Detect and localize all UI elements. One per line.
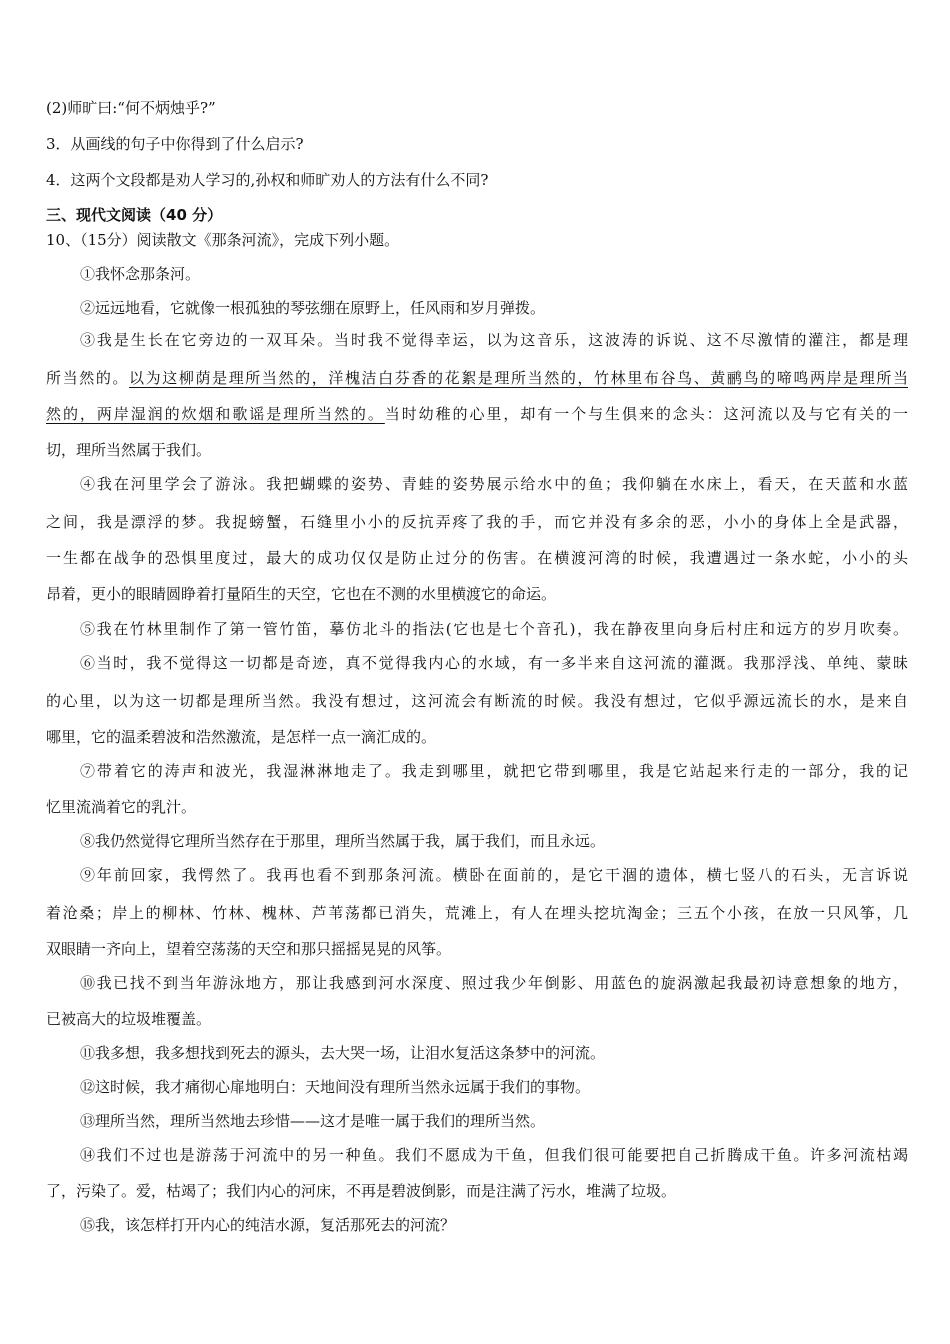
paragraph-3-line-2: [46, 368, 908, 388]
paragraph-9-line-1: ⑨年前回家，我愕然了。我再也看不到那条河流。横卧在面前的，是它干涸的遗体，横七竖八的石头，无言诉说: [80, 866, 908, 884]
paragraph-6-line-1: ⑥当时，我不觉得这一切都是奇迹，真不觉得我内心的水域，有一多半来自这河流的灌溉。我那浮浅、单纯、蒙昧: [80, 654, 908, 672]
paragraph-3-line-3-plain: 当时幼稚的心里，却有一个与生俱来的念头：这河流以及与它有关的一: [384, 405, 908, 423]
paragraph-13: ⑬理所当然，理所当然地去珍惜——这才是唯一属于我们的理所当然。: [80, 1112, 546, 1130]
paragraph-10-line-1: ⑩我已找不到当年游泳地方，那让我感到河水深度、照过我少年倒影、用蓝色的旋涡激起我最初诗意想象的地方，: [80, 974, 908, 992]
paragraph-7-line-1: ⑦带着它的涛声和波光，我湿淋淋地走了。我走到哪里，就把它带到哪里，我是它站起来行走的一部分，我的记: [80, 762, 908, 780]
q4-text: 4．这两个文段都是劝人学习的,孙权和师旷劝人的方法有什么不同?: [46, 171, 489, 189]
paragraph-10-line-2: 已被高大的垃圾堆覆盖。: [46, 1010, 212, 1028]
paragraph-9-line-2: 着沧桑；岸上的柳林、竹林、槐林、芦苇荡都已消失，荒滩上，有人在埋头挖坑淘金；三五个小孩，在放一只风筝，几: [46, 904, 908, 922]
paragraph-6-line-3: 哪里，它的温柔碧波和浩然激流，是怎样一点一滴汇成的。: [46, 728, 437, 746]
paragraph-9-line-3: 双眼睛一齐向上，望着空荡荡的天空和那只摇摇晃晃的风筝。: [46, 940, 452, 958]
underlined-sentence-part-1: 以为这柳荫是理所当然的，洋槐洁白芬香的花絮是理所当然的，竹林里布谷鸟、黄鹂鸟的啼鸣两岸是理所当: [129, 369, 908, 387]
paragraph-12: ⑫这时候，我才痛彻心扉地明白：天地间没有理所当然永远属于我们的事物。: [80, 1078, 591, 1096]
paragraph-3-line-3: [46, 404, 908, 424]
paragraph-14-line-2: 了，污染了。爱，枯竭了；我们内心的河床，不再是碧波倒影，而是注满了污水，堆满了垃圾。: [46, 1182, 677, 1200]
paragraph-3-line-1: ③我是生长在它旁边的一双耳朵。当时我不觉得幸运，以为这音乐，这波涛的诉说、这不尽激情的灌注，都是理: [80, 331, 908, 349]
paragraph-4-line-3: 一生都在战争的恐惧里度过，最大的成功仅仅是防止过分的伤害。在横渡河湾的时候，我遭遇过一条水蛇，小小的头: [46, 549, 908, 567]
paragraph-3-line-2-plain: 所当然的。: [46, 369, 130, 387]
paragraph-8: ⑧我仍然觉得它理所当然存在于那里，理所当然属于我，属于我们，而且永远。: [80, 832, 606, 850]
q2-text: (2)师旷曰:“何不炳烛乎?”: [46, 99, 216, 117]
paragraph-4-line-1: ④我在河里学会了游泳。我把蝴蝶的姿势、青蛙的姿势展示给水中的鱼；我仰躺在水床上，看天，在天蓝和水蓝: [80, 475, 908, 493]
paragraph-11: ⑪我多想，我多想找到死去的源头，去大哭一场，让泪水复活这条梦中的河流。: [80, 1044, 606, 1062]
paragraph-4-line-4: 昂着，更小的眼睛圆睁着打量陌生的天空，它也在不测的水里横渡它的命运。: [46, 585, 557, 603]
question-prompt: 10、（15分）阅读散文《那条河流》，完成下列小题。: [46, 231, 400, 249]
paragraph-6-line-2: 的心里，以为这一切都是理所当然。我没有想过，这河流会有断流的时候。我没有想过，它似乎源远流长的水，是来自: [46, 692, 908, 710]
section-heading: 三、现代文阅读（40 分）: [46, 206, 223, 224]
paragraph-1: ①我怀念那条河。: [80, 265, 201, 283]
paragraph-4-line-2: 之间，我是漂浮的梦。我捉螃蟹，石缝里小小的反抗弄疼了我的手，而它并没有多余的恶，小小的身体上全是武器，: [46, 513, 908, 531]
paragraph-5: ⑤我在竹林里制作了第一管竹笛，摹仿北斗的指法(它也是七个音孔)，我在静夜里向身后村庄和远方的岁月吹奏。: [80, 620, 908, 638]
paragraph-2: ②远远地看，它就像一根孤独的琴弦绷在原野上，任风雨和岁月弹拨。: [80, 299, 546, 317]
paragraph-3-line-4: 切，理所当然属于我们。: [46, 441, 212, 459]
q3-text: 3．从画线的句子中你得到了什么启示?: [46, 135, 304, 153]
paragraph-7-line-2: 忆里流淌着它的乳汁。: [46, 798, 197, 816]
paragraph-14-line-1: ⑭我们不过也是游荡于河流中的另一种鱼。我们不愿成为干鱼，但我们很可能要把自己折腾成干鱼。许多河流枯竭: [80, 1146, 908, 1164]
paragraph-15: ⑮我，该怎样打开内心的纯洁水源，复活那死去的河流？: [80, 1216, 456, 1234]
underlined-sentence-part-2: 然的，两岸湿润的炊烟和歌谣是理所当然的。: [46, 405, 385, 423]
